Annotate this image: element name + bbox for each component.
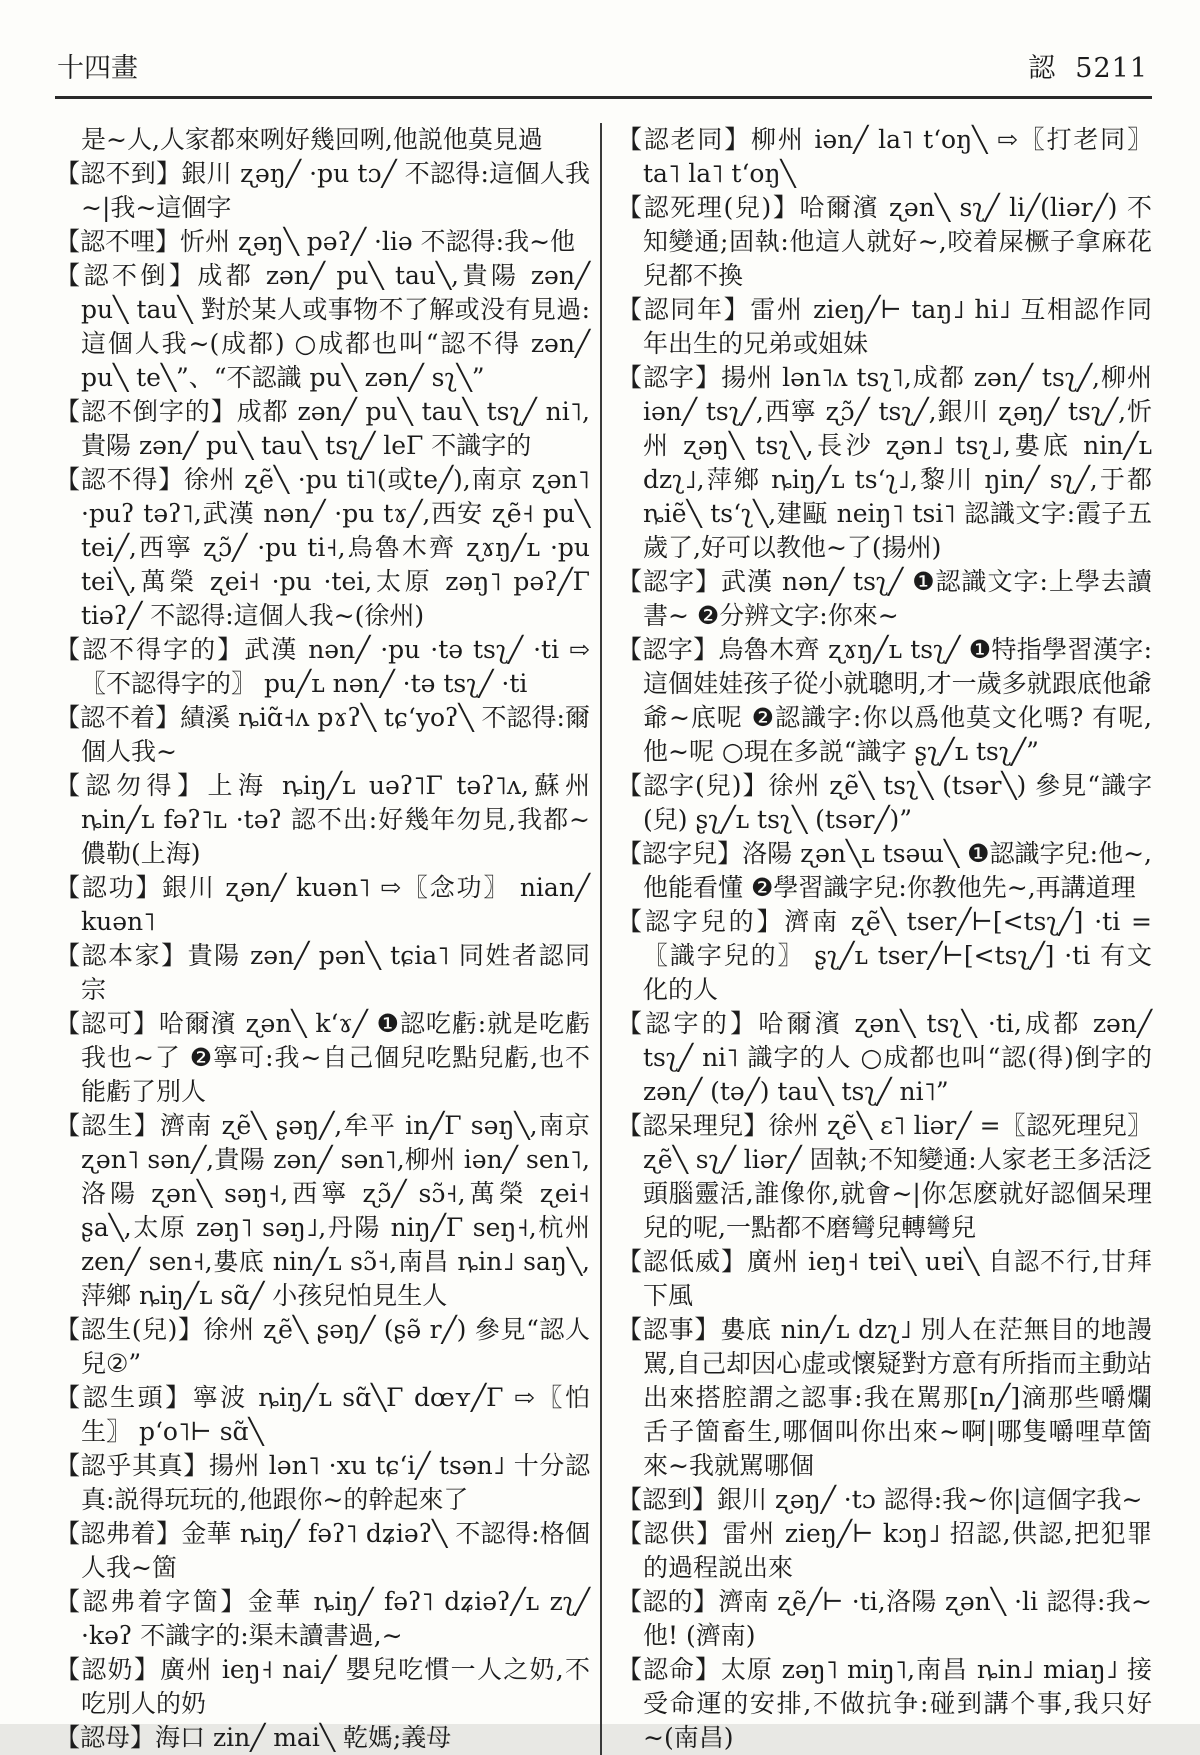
entry-headword: 【認弗着字箇】 (55, 1586, 248, 1616)
entry-body: 銀川 ʐən╱ kuən˥ ⇨〖念功〗 nian╱ kuən˥ (81, 872, 590, 936)
entry-body: 雷州 zieŋ╱⊢ taŋ˩ hi˩ 互相認作同年出生的兄弟或姐妹 (643, 294, 1152, 358)
entry-body: 柳州 iən╱ la˥ tʻoŋ╲ ⇨〖打老同〗 ta˥ la˥ tʻoŋ╲ (643, 124, 1152, 188)
dict-entry (55, 769, 590, 871)
header-character: 認 (1028, 53, 1056, 84)
entry-headword: 【認乎其真】 (55, 1450, 209, 1480)
dict-entry (55, 1109, 590, 1313)
entry-body: 揚州 lən˥ ·xu tɕʻi╱ tsən˩ 十分認真:説得玩玩的,他跟你∼的幹起來了 (81, 1450, 590, 1514)
dict-entry (55, 1585, 590, 1653)
entry-headword: 【認功】 (55, 872, 163, 902)
entry-body: 哈爾濱 ʐən╲ tsʅ╲ ·ti,成都 zən╱ tsʅ╱ ni˥ 識字的人 ○成都也叫“認(得)倒字的 zən╱ (tə╱) tau╲ tsʅ╱ ni˥” (643, 1008, 1152, 1106)
dict-entry (55, 871, 590, 939)
dict-entry (617, 1007, 1152, 1109)
entry-body: 金華 ȵiŋ╱ fəʔ˥ dʑiəʔ╲ 不認得:格個人我∼箇 (81, 1518, 590, 1582)
dictionary-content (55, 123, 1152, 1755)
dict-entry (617, 123, 1152, 191)
dict-entry (55, 701, 590, 769)
page-number: 5211 (1075, 53, 1148, 84)
entry-headword: 【認字兒】 (617, 838, 743, 868)
entry-body: 金華 ȵiŋ╱ fəʔ˥ dʑiəʔ╱ʟ zʅ╱ ·kəʔ 不識字的:渠未讀書過,∼ (81, 1586, 590, 1650)
entry-body: 徐州 ʐẽ╲ ɛ˥ liər╱ =〖認死理兒〗 ʐẽ╲ sʅ╱ liər╱ 固執;不知變通:人家老王多活泛頭腦靈活,誰像你,就會∼|你怎麽就好認個呆理兒的呢,一點都不磨彎兒轉彎兒 (643, 1110, 1152, 1242)
entry-headword: 【認老同】 (617, 124, 752, 154)
dict-entry (55, 1449, 590, 1517)
dict-entry (55, 157, 590, 225)
entry-headword: 【認弗着】 (55, 1518, 182, 1548)
entry-body: 哈爾濱 ʐən╲ kʻɤ╱ ❶認吃虧:就是吃虧我也∼了 ❷寧可:我∼自己個兒吃點兒虧,也不能虧了別人 (81, 1008, 590, 1106)
entry-headword: 【認母】 (55, 1722, 156, 1752)
entry-headword: 【認生】 (55, 1110, 160, 1140)
entry-headword: 【認不倒字的】 (55, 396, 237, 426)
entry-headword: 【認奶】 (55, 1654, 161, 1684)
entry-headword: 【認字兒的】 (617, 906, 785, 936)
entry-body: 婁底 nin╱ʟ dzʅ˩ 別人在茫無目的地謾駡,自己却因心虚或懷疑對方意有所指而主動站出來搭腔謂之認事:我在駡那[n╱]滴那些嚼爛舌子箇畜生,哪個叫你出來∼啊|哪隻嚼哩草箇來∼我就駡哪個 (643, 1314, 1152, 1480)
dict-entry (55, 259, 590, 395)
entry-body: 濟南 ʐẽ╲ tser╱⊢[<tsʅ╱] ·ti =〖識字兒的〗 ʂʅ╱ʟ tser╱⊢[<tsʅ╱] ·ti 有文化的人 (643, 906, 1152, 1004)
header-rule (55, 96, 1152, 99)
entry-body: 徐州 ʐẽ╲ ʂəŋ╱ (ʂə̃ r╱) 參見“認人兒②” (81, 1314, 590, 1378)
entry-headword: 【認到】 (617, 1484, 718, 1514)
dict-entry (617, 633, 1152, 769)
entry-headword: 【認低威】 (617, 1246, 747, 1276)
entry-headword: 【認不倒】 (55, 260, 198, 290)
dict-entry (55, 1381, 590, 1449)
entry-body: 徐州 ʐẽ╲ ·pu ti˥(或te╱),南京 ʐən˥ ·puʔ təʔ˥,武漢 nən╱ ·pu tɤ╱,西安 ʐẽ˧ pu╲ tei╱,西寧 ʐɔ̃╱ ·pu ti˧,烏魯木齊 ʐɤŋ╱ʟ ·pu tei╲,萬榮 ʐei˧ ·pu ·tei,太原 zəŋ˥ pəʔ╱Γ tiəʔ╱ 不認得:這個人我∼(徐州) (81, 464, 590, 630)
dict-entry (55, 1313, 590, 1381)
dict-entry (617, 293, 1152, 361)
entry-headword: 【認命】 (617, 1654, 721, 1684)
entry-body: 太原 zəŋ˥ miŋ˥,南昌 ȵin˩ miaŋ˩ 接受命運的安排,不做抗争:碰到講个事,我只好∼(南昌) (643, 1654, 1152, 1752)
dict-entry (617, 769, 1152, 837)
entry-headword: 【認可】 (55, 1008, 159, 1038)
entry-headword: 【認本家】 (55, 940, 188, 970)
dict-entry (617, 1483, 1152, 1517)
entry-headword: 【認字】 (617, 362, 722, 392)
entry-headword: 【認不得】 (55, 464, 184, 494)
entry-body: 武漢 nən╱ tsʅ╱ ❶認識文字:上學去讀書∼ ❷分辨文字:你來∼ (643, 566, 1152, 630)
page-header (55, 52, 1152, 96)
dict-entry (617, 565, 1152, 633)
entry-body: 銀川 ʐəŋ╱ ·pu tɔ╱ 不認得:這個人我∼|我∼這個字 (81, 158, 590, 222)
entry-body: 上海 ȵiŋ╱ʟ uəʔ˥Γ təʔ˥ʌ,蘇州 ȵin╱ʟ fəʔ˥ʟ ·təʔ 認不出:好幾年勿見,我都∼儂勒(上海) (81, 770, 590, 868)
entry-headword: 【認生(兒)】 (55, 1314, 204, 1344)
entry-body: 武漢 nən╱ ·pu ·tə tsʅ╱ ·ti ⇨〖不認得字的〗 pu╱ʟ nən╱ ·tə tsʅ╱ ·ti (81, 634, 590, 698)
entry-headword: 【認呆理兒】 (617, 1110, 769, 1140)
dict-entry (55, 225, 590, 259)
entry-headword: 【認字的】 (617, 1008, 759, 1038)
dict-entry (617, 1313, 1152, 1483)
entry-headword: 【認不着】 (55, 702, 181, 732)
entry-body: 海口 zin╱ mai╲ 乾媽;義母 (155, 1722, 452, 1752)
entry-body: 成都 zən╱ pu╲ tau╲,貴陽 zən╱ pu╲ tau╲ 對於某人或事物不了解或没有見過:這個人我∼(成都) ○成都也叫“認不得 zən╱ pu╲ te╲”、“不認識 pu╲ zən╱ sʅ╲” (81, 260, 590, 392)
entry-body: 哈爾濱 ʐən╲ sʅ╱ li╱(liər╱) 不知變通;固執:他這人就好∼,咬着屎橛子拿麻花兒都不換 (643, 192, 1152, 290)
entry-headword: 【認事】 (617, 1314, 721, 1344)
entry-body: 濟南 ʐẽ╱⊢ ·ti,洛陽 ʐən╲ ·li 認得:我∼他! (濟南) (643, 1586, 1152, 1650)
entry-body: 績溪 ȵiɑ̃˧ʌ pɤʔ╲ tɕʻyoʔ╲ 不認得:爾個人我∼ (81, 702, 590, 766)
entry-headword: 【認不得字的】 (55, 634, 245, 664)
dict-entry (55, 1007, 590, 1109)
dict-entry (55, 1653, 590, 1721)
entry-body: 成都 zən╱ pu╲ tau╲ tsʅ╱ ni˥,貴陽 zən╱ pu╲ tau╲ tsʅ╱ leΓ 不識字的 (81, 396, 590, 460)
entry-body: 揚州 lən˥ʌ tsʅ˥,成都 zən╱ tsʅ╱,柳州 iən╱ tsʅ╱,西寧 ʐɔ̃╱ tsʅ╱,銀川 ʐəŋ╱ tsʅ╱,忻州 ʐəŋ╲ tsʅ╲,長沙 ʐən˩ tsʅ˩,婁底 nin╱ʟ dzʅ˩,萍鄉 ȵiŋ╱ʟ tsʻʅ˩,黎川 ŋin╱ sʅ╱,于都 ȵiẽ╲ tsʻʅ╲,建甌 neiŋ˥ tsi˥ 認識文字:霞子五歲了,好可以教他∼了(揚州) (643, 362, 1152, 562)
entry-headword: 【認生頭】 (55, 1382, 193, 1412)
entry-body: 忻州 ʐəŋ╲ pəʔ╱ ·liə 不認得:我∼他 (180, 226, 576, 256)
dict-entry (55, 395, 590, 463)
entry-body: 雷州 zieŋ╱⊢ kɔŋ˩ 招認,供認,把犯罪的過程説出來 (643, 1518, 1152, 1582)
section-title: 十四畫 (57, 53, 138, 84)
dict-entry (617, 191, 1152, 293)
left-column (55, 123, 590, 1755)
dict-entry (617, 1517, 1152, 1585)
entry-body: 烏魯木齊 ʐɤŋ╱ʟ tsʅ╱ ❶特指學習漢字:這個娃娃孩子從小就聰明,才一歲多就跟底他爺爺∼底呢 ❷認識字:你以爲他莫文化嗎? 有呢,他∼呢 ○現在多説“識字 ʂʅ╱ʟ tsʅ╱” (643, 634, 1152, 766)
header-right (1028, 52, 1148, 86)
entry-headword: 【認供】 (617, 1518, 723, 1548)
dict-entry (55, 1517, 590, 1585)
dict-entry (617, 361, 1152, 565)
entry-body: 貴陽 zən╱ pən╲ tɕia˥ 同姓者認同宗 (81, 940, 590, 1004)
dict-entry (617, 1653, 1152, 1755)
entry-headword: 【認同年】 (617, 294, 751, 324)
entry-headword: 【認死理(兒)】 (617, 192, 800, 222)
entry-body: 洛陽 ʐən╲ʟ tsəɯ╲ ❶認識字兒:他∼,他能看懂 ❷學習識字兒:你教他先∼,再講道理 (643, 838, 1152, 902)
entry-body: 廣州 ieŋ˧ tɐi╲ uɐi╲ 自認不行,甘拜下風 (643, 1246, 1152, 1310)
right-column (600, 123, 1152, 1755)
dict-entry (617, 1585, 1152, 1653)
entry-headword: 【認的】 (617, 1586, 719, 1616)
entry-body: 銀川 ʐəŋ╱ ·tɔ 認得:我∼你|這個字我∼ (717, 1484, 1143, 1514)
entry-headword: 【認字】 (617, 634, 719, 664)
entry-headword: 【認勿得】 (55, 770, 208, 800)
dict-entry (55, 1721, 590, 1755)
entry-body: 濟南 ʐẽ╲ ʂəŋ╱,牟平 in╱Γ səŋ╲,南京 ʐən˥ sən╱,貴陽 zən╱ sən˥,柳州 iən╱ sen˥,洛陽 ʐən╲ səŋ˧,西寧 ʐɔ̃╱ sɔ̃˧,萬榮 ʐei˧ ʂa╲,太原 zəŋ˥ səŋ˩,丹陽 niŋ╱Γ seŋ˧,杭州 zen╱ sen˧,婁底 nin╱ʟ sɔ̃˧,南昌 ȵin˩ saŋ╲,萍鄉 ȵiŋ╱ʟ sɑ̃╱ 小孩兒怕見生人 (81, 1110, 590, 1310)
dict-entry (55, 123, 590, 157)
dict-entry (617, 837, 1152, 905)
entry-body: 廣州 ieŋ˧ nai╱ 嬰兒吃慣一人之奶,不吃別人的奶 (81, 1654, 590, 1718)
dict-entry (55, 633, 590, 701)
dict-entry (55, 939, 590, 1007)
entry-headword: 【認字(兒)】 (617, 770, 769, 800)
entry-headword: 【認不到】 (55, 158, 182, 188)
dict-entry (617, 1109, 1152, 1245)
dict-entry (617, 1245, 1152, 1313)
entry-body: 徐州 ʐẽ╲ tsʅ╲ (tsər╲) 參見“識字(兒) ʂʅ╱ʟ tsʅ╲ (tsər╱)” (643, 770, 1152, 834)
dict-entry (55, 463, 590, 633)
entry-headword: 【認不哩】 (55, 226, 181, 256)
entry-body: 是∼人,人家都來咧好幾回咧,他説他莫見過 (81, 124, 543, 154)
entry-headword: 【認字】 (617, 566, 722, 596)
entry-body: 寧波 ȵiŋ╱ʟ sɑ̃╲Γ dœʏ╱Γ ⇨〖怕生〗 pʻo˥⊢ sɑ̃╲ (81, 1382, 590, 1446)
dict-entry (617, 905, 1152, 1007)
